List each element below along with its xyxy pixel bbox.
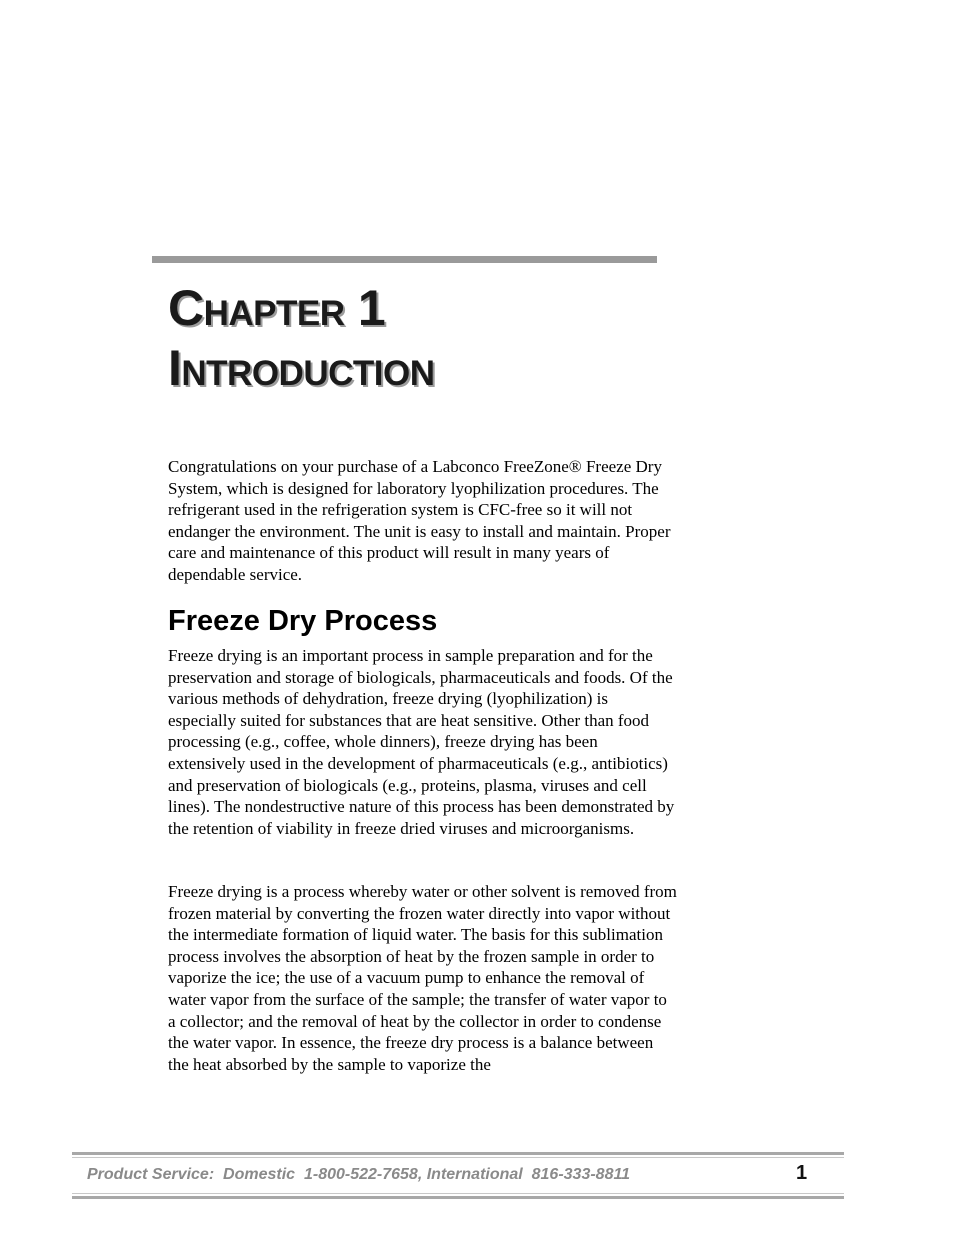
footer-top-rule-thin <box>72 1157 844 1158</box>
footer-bottom-rule <box>72 1196 844 1199</box>
page-number: 1 <box>796 1162 808 1184</box>
product-service-line: Product Service: Domestic 1-800-522-7658, International 816-333-8811 <box>87 1166 631 1183</box>
intro-paragraph: Congratulations on your purchase of a Labconco FreeZone® Freeze Dry System, which is designed for laboratory lyophilization procedures. The refrigerant used in the refrigeration system is CFC-free so it will not endanger the environment. The unit is easy to install and maintain. Proper care and maintenance of this product will result in many years of dependable service. <box>168 457 671 584</box>
chapter-number: Chapter 1 <box>168 280 386 336</box>
section-heading: Freeze Dry Process <box>168 605 438 637</box>
footer-bottom-rule-thin <box>72 1193 844 1194</box>
chapter-name: Introduction <box>168 340 435 396</box>
section-paragraph-1: Freeze drying is an important process in sample preparation and for the preservation and storage of biologicals, pharmaceuticals and foods. Of the various methods of dehydration, freeze drying (lyophilization) is especially suited for substances that are heat sensitive. Other than food processing (e.g., coffee, whole dinners), freeze drying has been extensively used in the development of pharmaceuticals (e.g., antibiotics) and preservation of biologicals (e.g., proteins, plasma, viruses and cell lines). The nondestructive nature of this process has been demonstrated by the retention of viability in freeze dried viruses and microorganisms. <box>168 646 675 838</box>
chapter-top-rule <box>152 256 657 263</box>
footer-top-rule <box>72 1152 844 1155</box>
section-paragraph-2: Freeze drying is a process whereby water or other solvent is removed from frozen material by converting the frozen water directly into vapor without the intermediate formation of liquid water. The basis for this sublimation process involves the absorption of heat by the frozen sample in order to vaporize the ice; the use of a vacuum pump to enhance the removal of water vapor from the surface of the sample; the transfer of water vapor to a collector; and the removal of heat by the collector in order to condense the water vapor. In essence, the freeze dry process is a balance between the heat absorbed by the sample to vaporize the <box>168 882 677 1074</box>
chapter-title <box>168 280 435 403</box>
